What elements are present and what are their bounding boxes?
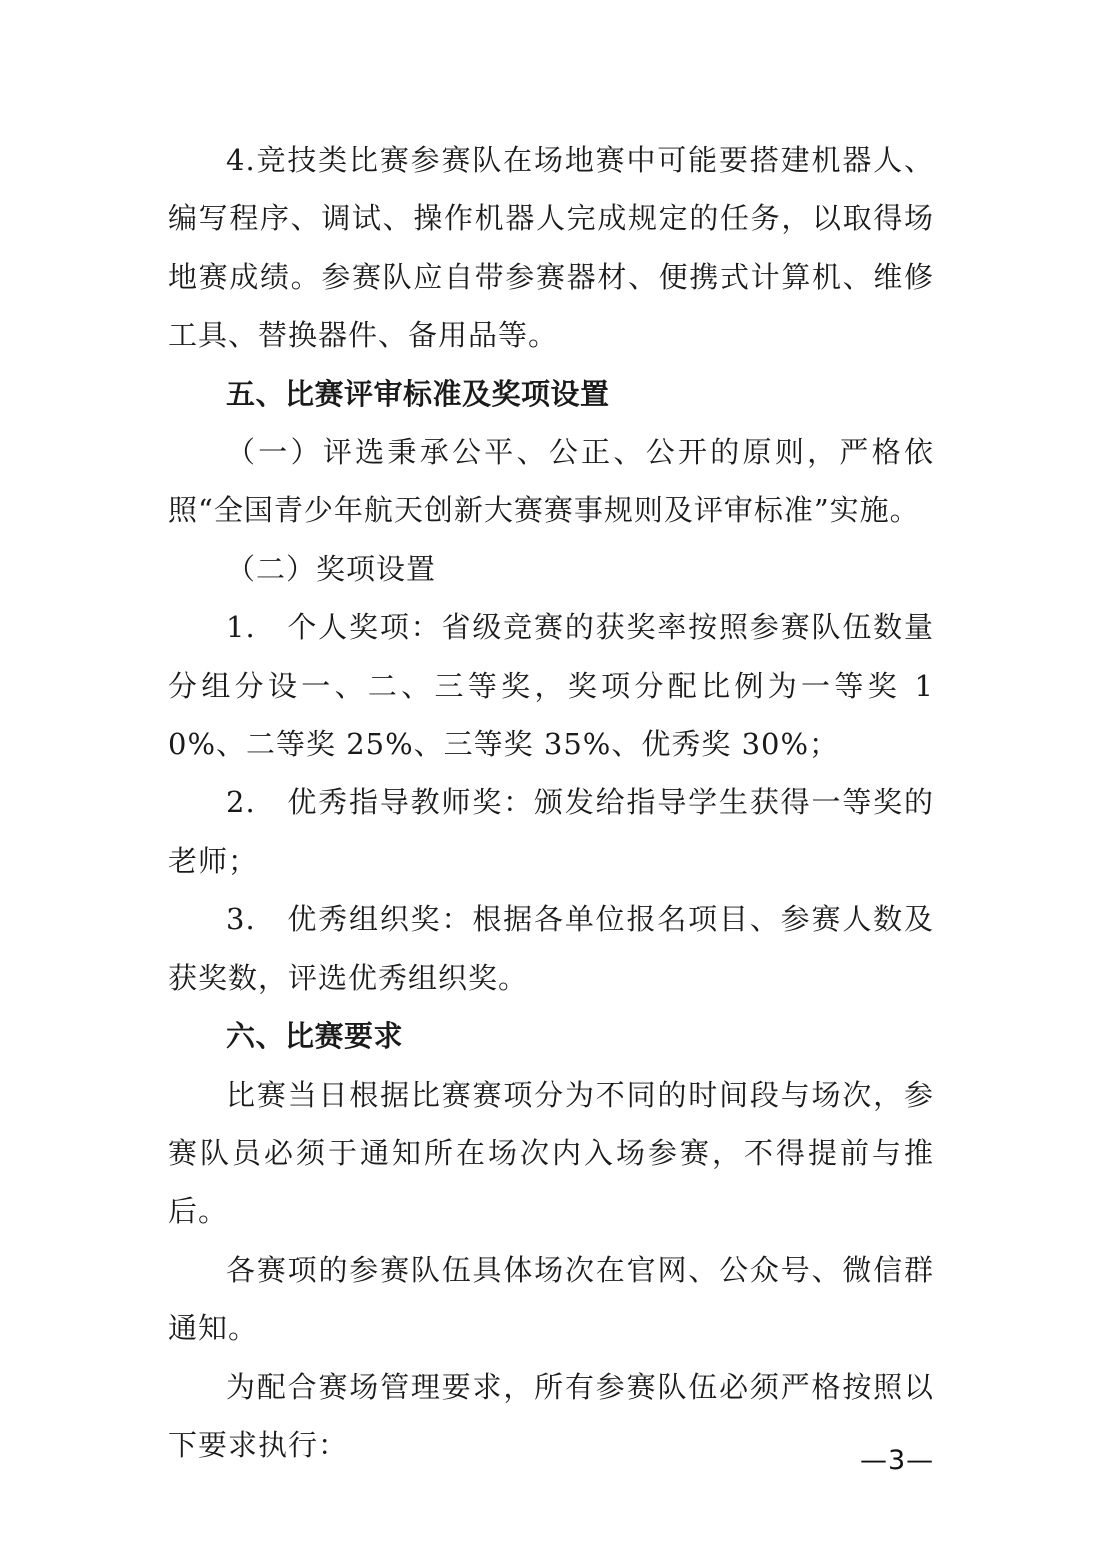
paragraph-individual-awards: 1. 个人奖项：省级竞赛的获奖率按照参赛队伍数量分组分设一、二、三等奖，奖项分配比例为一等奖 10%、二等奖 25%、三等奖 35%、优秀奖 30%； xyxy=(168,610,934,762)
paragraph-teacher-award: 2. 优秀指导教师奖：颁发给指导学生获得一等奖的老师； xyxy=(168,785,934,878)
paragraph-judging-principles: （一）评选秉承公平、公正、公开的原则，严格依照“全国青少年航天创新大赛赛事规则及评审标准”实施。 xyxy=(168,435,934,528)
paragraph-schedule: 比赛当日根据比赛赛项分为不同的时间段与场次，参赛队员必须于通知所在场次内入场参赛，不得提前与推后。 xyxy=(168,1077,934,1229)
page-number: —3— xyxy=(860,1445,935,1476)
paragraph-compliance: 为配合赛场管理要求，所有参赛队伍必须严格按照以下要求执行： xyxy=(168,1369,934,1462)
paragraph-equipment: 4.竞技类比赛参赛队在场地赛中可能要搭建机器人、编写程序、调试、操作机器人完成规定的任务，以取得场地赛成绩。参赛队应自带参赛器材、便携式计算机、维修工具、替换器件、备用品等。 xyxy=(168,143,934,353)
paragraph-awards-subheading: （二）奖项设置 xyxy=(226,551,437,586)
section-heading-requirements: 六、比赛要求 xyxy=(226,1019,404,1054)
section-heading-judging-awards: 五、比赛评审标准及奖项设置 xyxy=(226,376,610,411)
document-body xyxy=(168,131,934,1474)
paragraph-organization-award: 3. 优秀组织奖：根据各单位报名项目、参赛人数及获奖数，评选优秀组织奖。 xyxy=(168,902,934,995)
paragraph-notification: 各赛项的参赛队伍具体场次在官网、公众号、微信群通知。 xyxy=(168,1252,934,1346)
